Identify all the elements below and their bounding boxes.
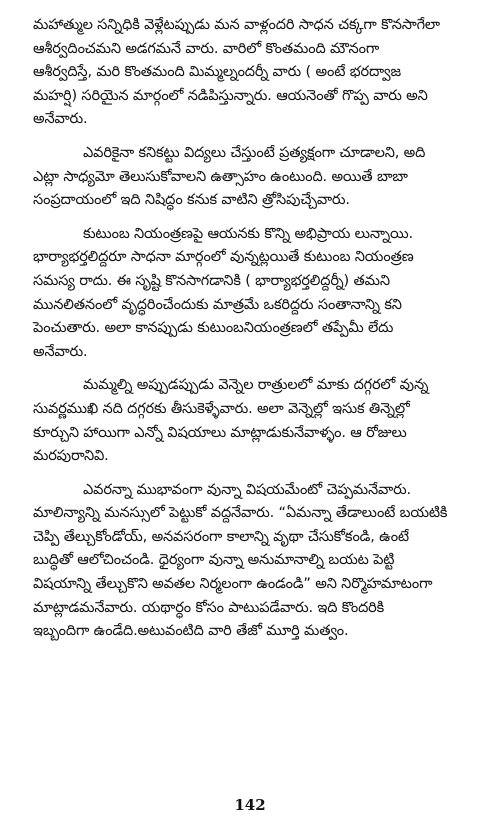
text-line: ఆశీర్వదించమని అడగమనే వారు. వారిలో కొంతమంది మౌనంగా [33,40,380,57]
text-line: భార్యాభర్తలిద్దరూ సాధనా మార్గంలో వున్నట్లయితే కుటుంబ నియంత్రణ [33,249,414,266]
text-line: కూర్చుని హాయిగా ఎన్నో విషయాలు మాట్లాడుకునేవాళ్ళం. ఆ రోజులు [33,424,407,441]
text-line: కుటుంబ నియంత్రణపై ఆయనకు కొన్ని అభిప్రాయ లున్నాయి. [83,225,414,242]
text-line: బుద్ధితో ఆలోచించండి. ధైర్యంగా వున్నా అనుమానాల్ని బయట పెట్టి [33,552,395,569]
paragraph-5 [33,479,479,644]
page-number: 142 [234,796,266,814]
text-line: మహాత్ముల సన్నిధికి వెళ్లేటప్పుడు మన వాళ్లందరి సాధన చక్కగా కొనసాగేలా [33,17,440,33]
text-line: అనేవారు. [33,343,88,360]
body-text [33,14,479,654]
text-line: ఆశీర్వదిస్తే, మరి కొంతమంది మిమ్మల్నందర్నీ వారు ( అంటే భరద్వాజ [33,64,401,81]
text-line: చెప్పి తేల్చుకోండోయ్, అనవసరంగా కాలాన్ని వృథా చేసుకోకండి, ఉంటే [33,528,409,545]
text-line: మమ్మల్ని అప్పుడప్పుడు వెన్నెల రాత్రులలో మాకు దగ్గరలో వున్న [83,377,429,394]
text-line: మరపురానివి. [33,448,109,465]
paragraph-4 [33,374,479,468]
paragraph-2 [33,142,479,213]
paragraph-3 [33,223,479,365]
text-line: మాట్లాడమనేవారు. యథార్ధం కోసం పాటుపడేవారు. ఇది కొందరికి [33,599,385,616]
text-line: మహర్షి) సరియైన మార్గంలో నడిపిస్తున్నారు. ఆయనెంతో గొప్ప వారు అని [33,87,428,104]
text-line: మునలితనంలో వృద్ధరించేందుకు మాత్రమే ఒకరిద్దరు సంతానాన్ని కని [33,296,402,313]
text-line: విషయాన్ని తేల్చుకొని అవతల నిర్మలంగా ఉండండి” అని నిర్మొహమాటంగా [33,576,433,593]
text-line: ఎట్లా సాధ్యమో తెలుసుకోవాలని ఉత్సాహం ఉంటుంది. అయితే బాబా [33,168,408,185]
text-line: మాలిన్యాన్ని మనస్సులో పెట్టుకో వద్దనేవారు. “ఏమన్నా తేడాలుంటే బయటికి [33,505,448,522]
text-line: ఇబ్బందిగా ఉండేది.అటువంటిది వారి తేజో మూర్తి మత్వం. [33,623,349,640]
text-line: అనేవారు. [33,111,88,128]
text-line: ఎవరన్నా ముభావంగా వున్నా విషయమేంటో చెప్పమనేవారు. [83,481,411,498]
text-line: సంప్రదాయంలో ఇది నిషిద్ధం కనుక వాటిని త్రోసిపుచ్చేవారు. [33,192,350,209]
text-line: ఎవరికైనా కనికట్టు విద్యలు చేస్తుంటే ప్రత్యక్షంగా చూడాలని, అది [83,144,426,161]
text-line: సమస్య రాదు. ఈ సృష్టి కొనసాగడానికి ( భార్యాభర్తలిద్దర్నీ) తమని [33,272,390,289]
paragraph-1 [33,14,479,132]
text-line: పెంచుతారు. అలా కానప్పుడు కుటుంబనియంత్రణలో తప్పేమీ లేదు [33,320,394,337]
text-line: సువర్ణముఖి నది దగ్గరకు తీసుకెళ్ళేవారు. అలా వెన్నెల్లో ఇసుక తిన్నెల్లో [33,400,410,417]
